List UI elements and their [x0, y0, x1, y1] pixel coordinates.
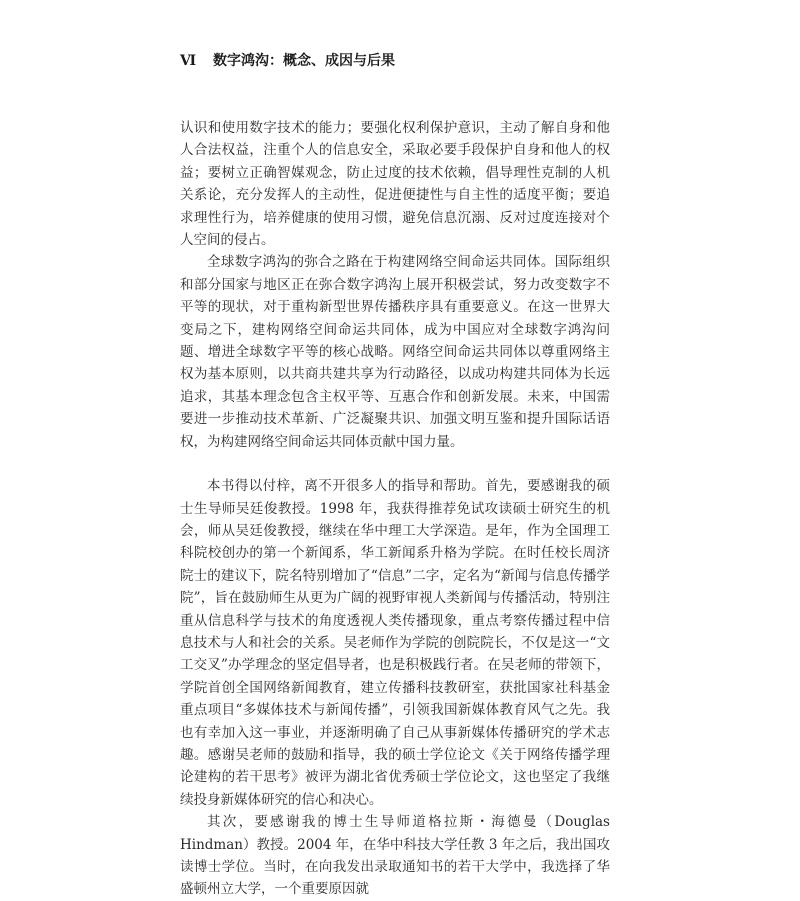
paragraph: 本书得以付梓，离不开很多人的指导和帮助。首先，要感谢我的硕士生导师吴廷俊教授。1998 年，我获得推荐免试攻读硕士研究生的机会，师从吴廷俊教授，继续在华中理工大学深造。是年，作为全国理工科院校创办的第一个新闻系，华工新闻系升格为学院。在时任校长周济院士的建议下，院名特别增加了“信息”二字，定名为“新闻与信息传播学院”，旨在鼓励师生从更为广阔的视野审视人类新闻与传播活动，特别注重从信息科学与技术的角度透视人类传播现象，重点考察传播过程中信息技术与人和社会的关系。吴老师作为学院的创院院长，不仅是这一“文工交叉”办学理念的坚定倡导者，也是积极践行者。在吴老师的带领下，学院首创全国网络新闻教育，建立传播科技教研室，获批国家社科基金重点项目“多媒体技术与新闻传播”，引领我国新媒体教育风气之先。我也有幸加入这一事业，并逐渐明确了自己从事新媒体传播研究的学术志趣。感谢吴老师的鼓励和指导，我的硕士学位论文《关于网络传播学理论建构的若干思考》被评为湖北省优秀硕士学位论文，这也坚定了我继续投身新媒体研究的信心和决心。 [180, 478, 610, 808]
paragraph: 全球数字鸿沟的弥合之路在于构建网络空间命运共同体。国际组织和部分国家与地区正在弥合数字鸿沟上展开积极尝试，努力改变数字不平等的现状，对于重构新型世界传播秩序具有重要意义。在这一世界大变局之下，建构网络空间命运共同体，成为中国应对全球数字鸿沟问题、增进全球数字平等的核心战略。网络空间命运共同体以尊重网络主权为基本原则，以共商共建共享为行动路径，以成功构建共同体为长远追求，其基本理念包含主权平等、互惠合作和创新发展。未来，中国需要进一步推动技术革新、广泛凝聚共识、加强文明互鉴和提升国际话语权，为构建网络空间命运共同体贡献中国力量。 [180, 254, 610, 450]
page-folio: Ⅵ [180, 53, 197, 69]
running-head [180, 50, 395, 70]
paragraph: 其次，要感谢我的博士生导师道格拉斯・海德曼（Douglas Hindman）教授。2004 年，在华中科技大学任教 3 年之后，我出国攻读博士学位。当时，在向我发出录取通知书的若干大学中，我选择了华盛顿州立大学，一个重要原因就 [180, 814, 610, 898]
paragraph: 认识和使用数字技术的能力；要强化权利保护意识，主动了解自身和他人合法权益，注重个人的信息安全，采取必要手段保护自身和他人的权益；要树立正确智媒观念，防止过度的技术依赖，倡导理性克制的人机关系论，充分发挥人的主动性，促进便捷性与自主性的适度平衡；要追求理性行为，培养健康的使用习惯，避免信息沉溺、反对过度连接对个人空间的侵占。 [180, 120, 610, 249]
paragraph-gap [180, 453, 610, 475]
body-text [180, 117, 610, 901]
chapter-title: 数字鸿沟：概念、成因与后果 [212, 53, 395, 69]
